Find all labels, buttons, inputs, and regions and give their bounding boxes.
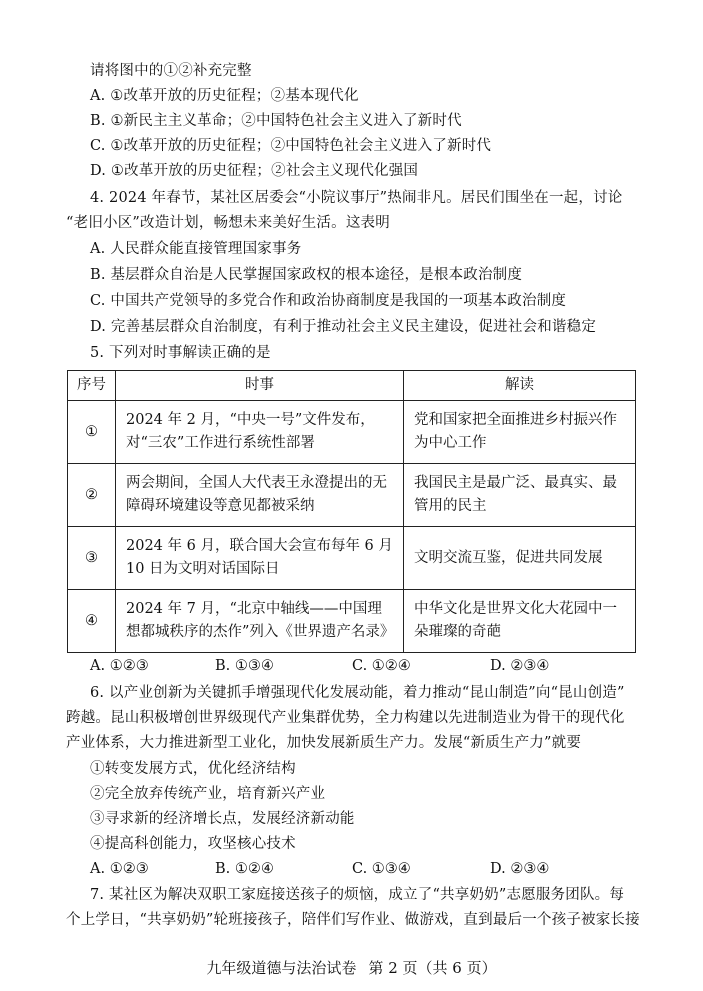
q5-choice-b: B. ①③④	[215, 658, 274, 674]
row-number: ②	[68, 464, 116, 527]
footer-page-number: 第 2 页（共 6 页）	[368, 959, 497, 977]
table-header-event: 时事	[116, 371, 404, 401]
q7-stem-line-1: 7. 某社区为解决双职工家庭接送孩子的烦恼，成立了“共享奶奶”志愿服务团队。每	[90, 887, 625, 903]
q3-instruction: 请将图中的①②补充完整	[90, 63, 252, 79]
q6-choice-a: A. ①②③	[90, 861, 149, 877]
footer-subject: 九年级道德与法治试卷	[206, 959, 357, 977]
q4-option-d: D. 完善基层群众自治制度，有利于推动社会主义民主建设，促进社会和谐稳定	[90, 319, 597, 335]
q5-stem: 5. 下列对时事解读正确的是	[90, 345, 271, 361]
row-reading: 中华文化是世界文化大花园中一朵璀璨的奇葩	[404, 590, 636, 653]
q5-table	[67, 370, 636, 653]
row-number: ④	[68, 590, 116, 653]
row-event: 2024 年 7 月，“北京中轴线——中国理想都城秩序的杰作”列入《世界遗产名录》	[116, 590, 404, 653]
q3-option-c: C. ①改革开放的历史征程；②中国特色社会主义进入了新时代	[90, 138, 492, 154]
q4-stem-line-1: 4. 2024 年春节，某社区居委会“小院议事厅”热闹非凡。居民们围坐在一起，讨论	[90, 190, 623, 206]
q6-statement-1: ①转变发展方式，优化经济结构	[90, 761, 296, 777]
row-reading: 文明交流互鉴，促进共同发展	[404, 527, 636, 590]
row-number: ③	[68, 527, 116, 590]
q6-choice-d: D. ②③④	[490, 861, 550, 877]
row-event: 2024 年 2 月，“中央一号”文件发布，对“三农”工作进行系统性部署	[116, 401, 404, 464]
q6-statement-4: ④提高科创能力，攻坚核心技术	[90, 836, 296, 852]
table-row	[68, 527, 636, 590]
q5-choice-d: D. ②③④	[490, 658, 550, 674]
q6-statement-2: ②完全放弃传统产业，培育新兴产业	[90, 786, 326, 802]
q4-option-a: A. 人民群众能直接管理国家事务	[90, 241, 302, 257]
q4-option-c: C. 中国共产党领导的多党合作和政治协商制度是我国的一项基本政治制度	[90, 293, 567, 309]
q6-choice-b: B. ①②④	[215, 861, 274, 877]
q6-stem-line-2: 跨越。昆山积极增创世界级现代产业集群优势，全力构建以先进制造业为骨干的现代化	[66, 710, 625, 726]
table-header-index: 序号	[68, 371, 116, 401]
q6-stem-line-3: 产业体系，大力推进新型工业化，加快发展新质生产力。发展“新质生产力”就要	[66, 735, 582, 751]
q6-statement-3: ③寻求新的经济增长点，发展经济新动能	[90, 811, 355, 827]
q4-option-b: B. 基层群众自治是人民掌握国家政权的根本途径，是根本政治制度	[90, 267, 523, 283]
q4-stem-line-2: “老旧小区”改造计划，畅想未来美好生活。这表明	[66, 215, 390, 231]
q3-option-b: B. ①新民主主义革命；②中国特色社会主义进入了新时代	[90, 113, 462, 129]
q5-choice-a: A. ①②③	[90, 658, 149, 674]
row-number: ①	[68, 401, 116, 464]
table-header-reading: 解读	[404, 371, 636, 401]
row-reading: 我国民主是最广泛、最真实、最管用的民主	[404, 464, 636, 527]
row-event: 两会期间，全国人大代表王永澄提出的无障碍环境建设等意见都被采纳	[116, 464, 404, 527]
q7-stem-line-2: 个上学日，“共享奶奶”轮班接孩子，陪伴们写作业、做游戏，直到最后一个孩子被家长接	[66, 912, 640, 928]
q3-option-a: A. ①改革开放的历史征程；②基本现代化	[90, 88, 359, 104]
row-reading: 党和国家把全面推进乡村振兴作为中心工作	[404, 401, 636, 464]
q3-option-d: D. ①改革开放的历史征程；②社会主义现代化强国	[90, 163, 419, 179]
table-row	[68, 590, 636, 653]
q6-stem-line-1: 6. 以产业创新为关键抓手增强现代化发展动能，着力推动“昆山制造”向“昆山创造”	[90, 685, 625, 701]
table-row	[68, 464, 636, 527]
q6-choice-c: C. ①③④	[352, 861, 411, 877]
page-footer	[0, 958, 703, 978]
q5-choice-c: C. ①②④	[352, 658, 411, 674]
table-row	[68, 401, 636, 464]
row-event: 2024 年 6 月，联合国大会宣布每年 6 月 10 日为文明对话国际日	[116, 527, 404, 590]
